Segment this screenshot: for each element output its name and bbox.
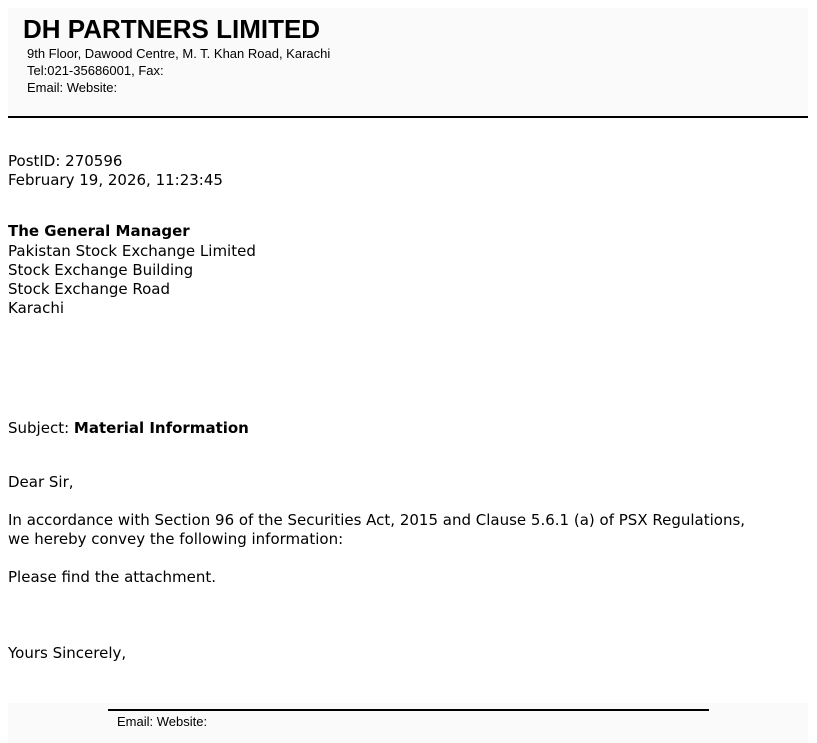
footer <box>8 703 808 743</box>
subject-line <box>8 419 249 438</box>
company-address: 9th Floor, Dawood Centre, M. T. Khan Road, Karachi <box>27 46 331 61</box>
subject-label: Subject: <box>8 419 74 437</box>
attachment-note: Please find the attachment. <box>8 568 216 586</box>
company-email-website: Email: Website: <box>27 80 118 95</box>
post-id: PostID: 270596 <box>8 152 123 170</box>
recipient-line-4: Karachi <box>8 299 65 317</box>
footer-email-website: Email: Website: <box>117 714 208 729</box>
recipient-line-2: Stock Exchange Building <box>8 261 194 279</box>
salutation: Dear Sir, <box>8 473 74 491</box>
recipient-title: The General Manager <box>8 222 190 240</box>
company-tel-fax: Tel:021-35686001, Fax: <box>27 63 164 78</box>
closing: Yours Sincerely, <box>8 644 127 662</box>
letterhead <box>8 8 808 118</box>
subject-value: Material Information <box>73 419 249 437</box>
letter-paragraph-line-1: In accordance with Section 96 of the Securities Act, 2015 and Clause 5.6.1 (a) of PSX Regulations, <box>8 511 746 529</box>
letter-paragraph-line-2: we hereby convey the following information: <box>8 530 344 548</box>
recipient-line-1: Pakistan Stock Exchange Limited <box>8 242 256 260</box>
company-name: DH PARTNERS LIMITED <box>23 14 321 44</box>
recipient-line-3: Stock Exchange Road <box>8 280 170 298</box>
footer-rule <box>108 709 709 711</box>
post-datetime: February 19, 2026, 11:23:45 <box>8 171 223 189</box>
